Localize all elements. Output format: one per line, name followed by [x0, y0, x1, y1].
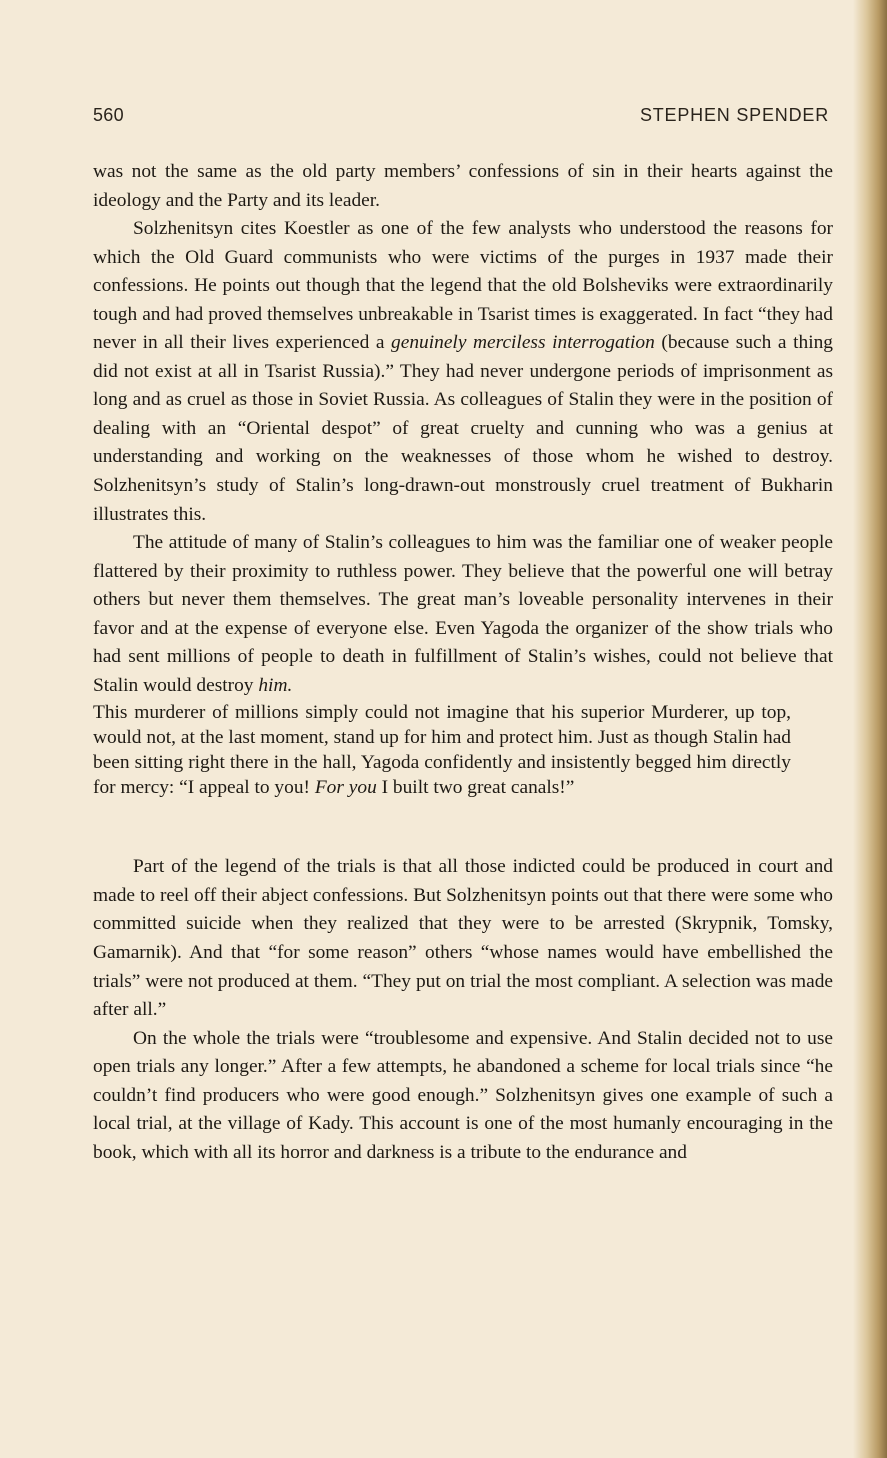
paragraph-2-end: (because such a thing did not exist at all in Tsarist Russia).” They had never undergone periods of imprisonment as long and as cruel as those in Soviet Russia. As colleagues of Stalin they were in the position of dealing with an “Oriental despot” of great cruelty and cunning who was a genius at understanding and working on the weaknesses of those whom he wished to destroy. Solzhenitsyn’s study of Stalin’s long-drawn-out monstrously cruel treatment of Bukharin illustrates this. — [93, 332, 833, 525]
body-text — [93, 158, 833, 1167]
paragraph-5-text: On the whole the trials were “troublesome and expensive. And Stalin decided not to use open trials any longer.” After a few attempts, he abandoned a scheme for local trials since “he couldn’t find producers who were good enough.” Solzhenitsyn gives one example of such a local trial, at the village of Kady. This account is one of the most humanly encouraging in the book, which with all its horror and darkness is a tribute to the endurance and — [93, 1027, 833, 1163]
paragraph-4-text: Part of the legend of the trials is that all those indicted could be produced in court and made to reel off their abject confessions. But Solzhenitsyn points out that there were some who committed suicide when they realized that they were to be arrested (Skrypnik, Tomsky, Gamarnik). And that “for some reason” others “whose names would have embellished the trials” were not produced at them. “They put on trial the most compliant. A selection was made after all.” — [93, 856, 833, 1021]
paragraph-3-italic: him. — [258, 674, 293, 696]
quote-text: This murderer of millions simply could not imagine that his superior Murderer, up top, would not, at the last moment, stand up for him and protect him. Just as though Stalin had been sitting right there in the hall, Yagoda confidently and insistently begged him directly for mercy: “I appeal to you! — [93, 702, 791, 799]
paragraph-1 — [93, 158, 833, 215]
paragraph-2-italic: genuinely merciless interrogation — [391, 332, 655, 354]
quote-end: I built two great canals!” — [376, 777, 575, 799]
page-number: 560 — [93, 105, 124, 125]
page-edge-shadow — [853, 0, 887, 1458]
paragraph-3 — [93, 529, 833, 700]
paragraph-2-text: Solzhenitsyn cites Koestler as one of the few analysts who understood the reasons for which the Old Guard communists who were victims of the purges in 1937 made their confessions. He points out though that the legend that the old Bolsheviks were extraordinarily tough and had proved themselves unbreakable in Tsarist times is exaggerated. In fact “they had never in all their lives experienced a — [93, 218, 833, 354]
quote-italic: For you — [314, 777, 377, 799]
paragraph-1-text: was not the same as the old party members’ confessions of sin in their hearts against the ideology and the Party and its leader. — [93, 161, 833, 211]
running-head: STEPHEN SPENDER — [639, 105, 829, 125]
block-quote — [93, 700, 791, 800]
paragraph-5 — [93, 1025, 833, 1168]
paragraph-3-text: The attitude of many of Stalin’s colleagues to him was the familiar one of weaker people flattered by their proximity to ruthless power. They believe that the powerful one will betray others but never them themselves. The great man’s loveable personality intervenes in their favor and at the expense of everyone else. Even Yagoda the organizer of the show trials who had sent millions of people to death in fulfillment of Stalin’s wishes, could not believe that Stalin would destroy — [93, 532, 833, 696]
paragraph-2 — [93, 215, 833, 529]
page-header — [93, 105, 829, 129]
paragraph-4 — [93, 853, 833, 1024]
